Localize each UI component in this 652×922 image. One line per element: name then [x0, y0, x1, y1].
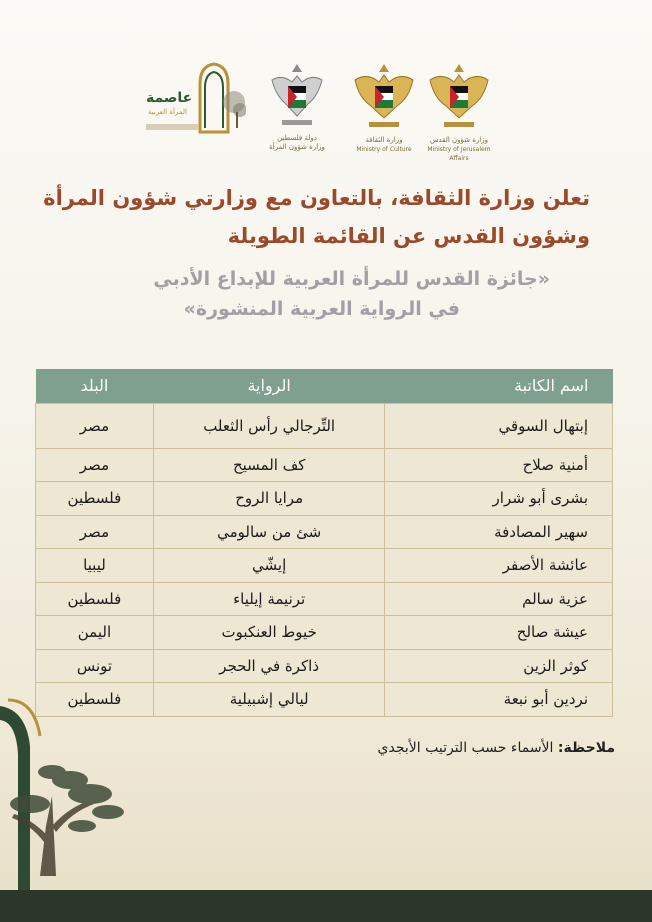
longlist-table [35, 369, 613, 717]
footnote-label: ملاحظة: [557, 740, 615, 756]
country-cell: ليبيا [36, 549, 154, 583]
capital-logo-title: عاصمة [146, 90, 193, 106]
author-cell: سهير المصادفة [385, 515, 613, 549]
capital-of-arab-woman-logo [142, 62, 246, 142]
footnote-text: الأسماء حسب الترتيب الأبجدي [377, 740, 554, 756]
culture-caption-ar: وزارة الثقافة [365, 136, 403, 144]
table-row [36, 549, 613, 583]
women-affairs-caption-1: دولة فلسطين [277, 134, 317, 142]
country-cell: فلسطين [36, 683, 154, 717]
author-cell: نردين أبو نبعة [385, 683, 613, 717]
logos-strip [140, 60, 500, 170]
novel-cell: شئ من سالومي [153, 515, 385, 549]
header-author: اسم الكاتبة [385, 369, 613, 403]
novel-cell: مرايا الروح [153, 482, 385, 516]
novel-cell: إيشّي [153, 549, 385, 583]
announcement-heading-line-2: وشؤون القدس عن القائمة الطويلة [227, 224, 590, 248]
country-cell: مصر [36, 448, 154, 482]
jerusalem-eagle-icon [422, 60, 496, 132]
header-novel: الرواية [153, 369, 385, 403]
author-cell: إبتهال السوقي [385, 403, 613, 448]
country-cell: فلسطين [36, 482, 154, 516]
author-cell: عيشة صالح [385, 616, 613, 650]
author-cell: كوثر الزين [385, 649, 613, 683]
novel-cell: التِّرجالي رأس الثعلب [153, 403, 385, 448]
jerusalem-affairs-logo [422, 60, 496, 163]
country-cell: مصر [36, 515, 154, 549]
women-affairs-logo [262, 60, 332, 152]
olive-tree-decoration-icon [0, 676, 140, 896]
novel-cell: كف المسيح [153, 448, 385, 482]
palestine-eagle-icon [262, 60, 332, 130]
footer-bar [0, 890, 652, 922]
capital-logo-subtitle: المرأة العربية [148, 108, 187, 116]
culture-caption-en: Ministry of Culture [356, 146, 412, 153]
table-row [36, 482, 613, 516]
author-cell: أمنية صلاح [385, 448, 613, 482]
author-cell: عزية سالم [385, 582, 613, 616]
award-title-line-2: في الرواية العربية المنشورة» [183, 298, 460, 320]
table-row [36, 616, 613, 650]
country-cell: اليمن [36, 616, 154, 650]
table-header-row [36, 369, 613, 403]
novel-cell: ذاكرة في الحجر [153, 649, 385, 683]
culture-eagle-icon [347, 60, 421, 132]
table-row [36, 515, 613, 549]
award-title-line-1: «جائزة القدس للمرأة العربية للإبداع الأدبي [153, 268, 550, 290]
header-country: البلد [36, 369, 154, 403]
country-cell: مصر [36, 403, 154, 448]
novel-cell: ترنيمة إيلياء [153, 582, 385, 616]
table-row [36, 448, 613, 482]
table-row [36, 403, 613, 448]
novel-cell: ليالي إشبيلية [153, 683, 385, 717]
jerusalem-caption-en: Ministry of Jerusalem Affairs [427, 146, 491, 162]
author-cell: بشرى أبو شرار [385, 482, 613, 516]
author-cell: عائشة الأصفر [385, 549, 613, 583]
novel-cell: خيوط العنكبوت [153, 616, 385, 650]
ministry-of-culture-logo [347, 60, 421, 154]
footnote [300, 740, 615, 756]
country-cell: تونس [36, 649, 154, 683]
table-row [36, 582, 613, 616]
jerusalem-caption-ar: وزارة شؤون القدس [429, 136, 489, 144]
announcement-heading-line-1: تعلن وزارة الثقافة، بالتعاون مع وزارتي شؤون المرأة [43, 186, 590, 210]
women-affairs-caption-2: وزارة شؤون المرأة [269, 143, 325, 151]
country-cell: فلسطين [36, 582, 154, 616]
